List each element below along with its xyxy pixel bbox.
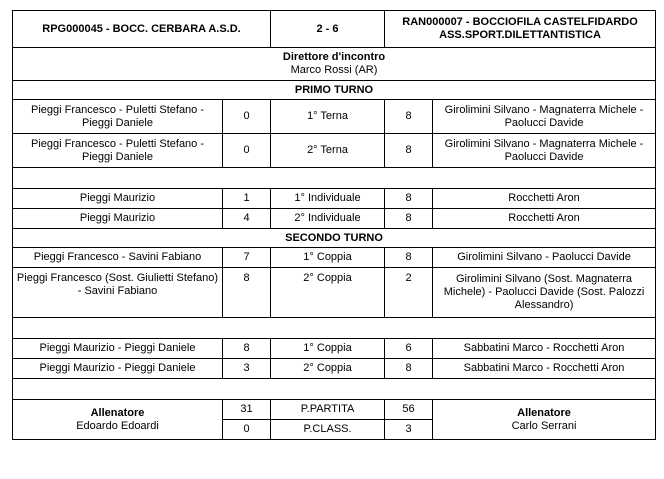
home-score: 8 [223, 268, 271, 318]
table-row [13, 189, 656, 209]
away-score: 8 [385, 248, 433, 268]
home-score: 0 [223, 100, 271, 134]
home-players: Pieggi Francesco - Puletti Stefano - Pieggi Daniele [13, 100, 223, 134]
away-score: 8 [385, 359, 433, 379]
away-team-name: RAN000007 - BOCCIOFILA CASTELFIDARDO [402, 16, 638, 28]
game-type: 2° Individuale [271, 209, 385, 229]
game-type: 2° Coppia [271, 268, 385, 318]
table-row [13, 248, 656, 268]
home-players: Pieggi Maurizio [13, 209, 223, 229]
director-label: Direttore d'incontro [282, 51, 386, 63]
blank-cell [13, 168, 656, 189]
blank-row [13, 379, 656, 400]
away-team-cell [385, 11, 656, 48]
away-class-points: 3 [385, 420, 433, 440]
blank-cell [13, 379, 656, 400]
away-score: 6 [385, 339, 433, 359]
table-row [13, 268, 656, 318]
class-points-label: P.CLASS. [271, 420, 385, 440]
home-players: Pieggi Maurizio - Pieggi Daniele [13, 359, 223, 379]
home-players: Pieggi Maurizio [13, 189, 223, 209]
round-header-row [13, 229, 656, 248]
away-coach-name: Carlo Serrani [511, 419, 577, 432]
away-score: 8 [385, 134, 433, 168]
round-title: SECONDO TURNO [13, 229, 656, 248]
blank-cell [13, 318, 656, 339]
home-coach-cell [13, 400, 223, 440]
away-coach-label: Allenatore [517, 406, 571, 419]
away-score: 8 [385, 100, 433, 134]
home-match-points: 31 [223, 400, 271, 420]
table-row [13, 209, 656, 229]
away-players: Rocchetti Aron [433, 209, 656, 229]
home-class-points: 0 [223, 420, 271, 440]
game-type: 1° Terna [271, 100, 385, 134]
home-score: 1 [223, 189, 271, 209]
away-score: 2 [385, 268, 433, 318]
away-team-subtitle: ASS.SPORT.DILETTANTISTICA [439, 29, 601, 41]
table-row [13, 359, 656, 379]
match-report-table [12, 10, 656, 440]
game-type: 1° Individuale [271, 189, 385, 209]
away-players: Rocchetti Aron [433, 189, 656, 209]
away-match-points: 56 [385, 400, 433, 420]
away-score: 8 [385, 209, 433, 229]
home-coach-label: Allenatore [90, 406, 145, 419]
round-header-row [13, 81, 656, 100]
director-row [13, 48, 656, 81]
home-score: 3 [223, 359, 271, 379]
game-type: 1° Coppia [271, 248, 385, 268]
game-type: 1° Coppia [271, 339, 385, 359]
home-score: 8 [223, 339, 271, 359]
header-row [13, 11, 656, 48]
away-players: Girolimini Silvano - Magnaterra Michele - Paolucci Davide [433, 100, 656, 134]
away-players: Girolimini Silvano (Sost. Magnaterra Michele) - Paolucci Davide (Sost. Palozzi Alessandro) [433, 268, 656, 318]
home-score: 7 [223, 248, 271, 268]
round-title: PRIMO TURNO [13, 81, 656, 100]
table-row [13, 100, 656, 134]
home-coach-name: Edoardo Edoardi [76, 419, 159, 432]
home-score: 0 [223, 134, 271, 168]
away-coach-cell [433, 400, 656, 440]
home-players: Pieggi Francesco (Sost. Giulietti Stefano) - Savini Fabiano [13, 268, 223, 318]
table-row [13, 339, 656, 359]
away-players: Girolimini Silvano - Paolucci Davide [433, 248, 656, 268]
home-score: 4 [223, 209, 271, 229]
game-type: 2° Terna [271, 134, 385, 168]
match-points-label: P.PARTITA [271, 400, 385, 420]
blank-row [13, 318, 656, 339]
totals-row [13, 400, 656, 420]
table-row [13, 134, 656, 168]
home-team-name: RPG000045 - BOCC. CERBARA A.S.D. [13, 11, 271, 48]
home-players: Pieggi Francesco - Savini Fabiano [13, 248, 223, 268]
home-players: Pieggi Maurizio - Pieggi Daniele [13, 339, 223, 359]
match-score: 2 - 6 [271, 11, 385, 48]
director-cell [13, 48, 656, 81]
away-players: Sabbatini Marco - Rocchetti Aron [433, 359, 656, 379]
blank-row [13, 168, 656, 189]
home-players: Pieggi Francesco - Puletti Stefano - Pieggi Daniele [13, 134, 223, 168]
match-report [12, 10, 656, 440]
away-score: 8 [385, 189, 433, 209]
away-players: Girolimini Silvano - Magnaterra Michele - Paolucci Davide [433, 134, 656, 168]
director-name: Marco Rossi (AR) [290, 64, 378, 76]
away-players: Sabbatini Marco - Rocchetti Aron [433, 339, 656, 359]
game-type: 2° Coppia [271, 359, 385, 379]
